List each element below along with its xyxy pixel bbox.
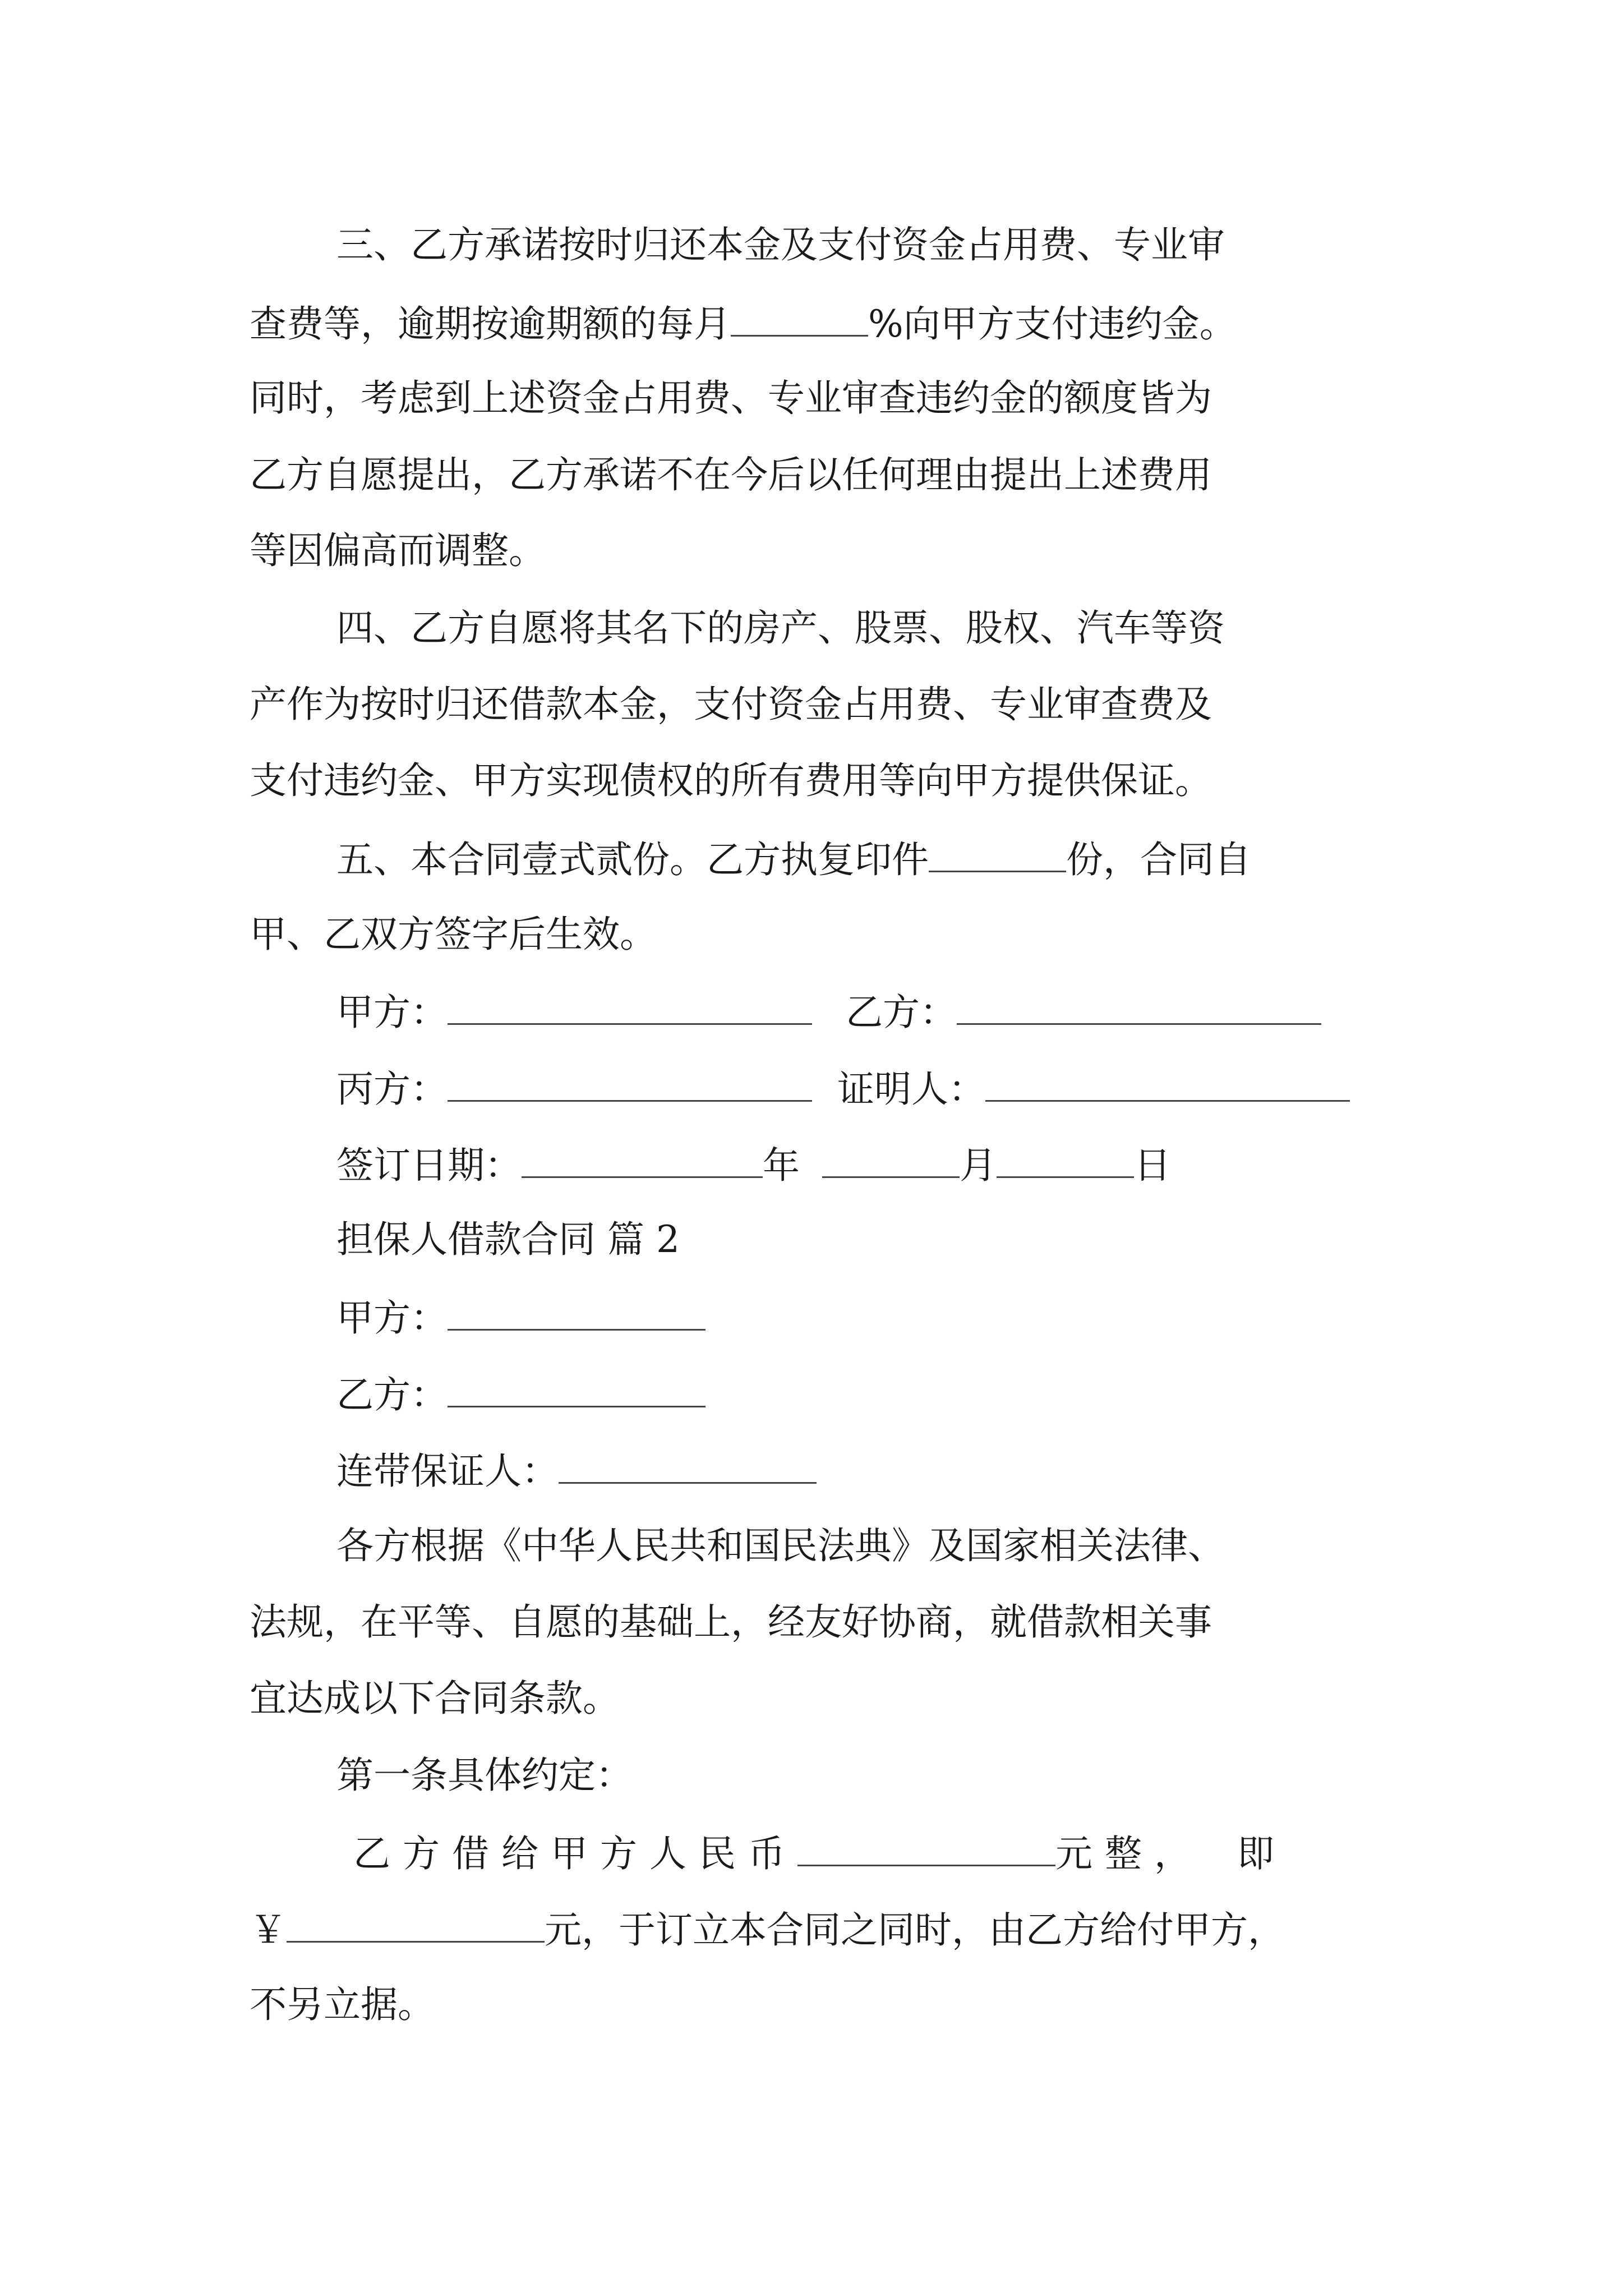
contract2-guarantor-label: 连带保证人： [336,1450,559,1493]
day-blank [997,1145,1134,1178]
yuan-symbol: ￥ [250,1908,287,1952]
section3-line2 [250,302,1237,346]
party-c-label: 丙方： [336,1068,448,1111]
party-a-label: 甲方： [336,991,448,1034]
contract2-party-b-label: 乙方： [336,1373,448,1416]
loan-line1-text-c: 即 [1237,1832,1287,1875]
month-label: 月 [960,1144,997,1187]
loan-line2-text: 元，于订立本合同之同时，由乙方给付甲方， [545,1908,1285,1952]
section3-line2-text-b: %向甲方支付违约金。 [868,302,1237,346]
section3-line4: 乙方自愿提出，乙方承诺不在今后以任何理由提出上述费用 [250,453,1212,496]
contract2-party-a-row [336,1296,706,1340]
contract2-intro-line1: 各方根据《中华人民共和国民法典》及国家相关法律、 [336,1524,1225,1567]
contract2-party-b-row [336,1374,706,1414]
loan-line1 [353,1832,1287,1875]
article1-title: 第一条具体约定： [336,1754,633,1797]
section4-line3: 支付违约金、甲方实现债权的所有费用等向甲方提供保证。 [250,759,1212,802]
section3-line5: 等因偏高而调整。 [250,529,546,572]
contract2-party-b-blank [448,1374,706,1407]
date-label: 签订日期： [336,1144,522,1187]
party-a-blank [448,992,812,1025]
section4-line1: 四、乙方自愿将其名下的房产、股票、股权、汽车等资 [336,606,1225,650]
section5-line1 [336,838,1251,881]
loan-amount-rmb-blank [797,1833,1055,1866]
section3-line2-text-a: 查费等，逾期按逾期额的每月 [250,302,731,346]
party-b-blank [957,992,1321,1025]
day-label: 日 [1134,1144,1171,1187]
witness-label: 证明人： [837,1068,985,1111]
loan-line3: 不另立据。 [250,1983,435,2026]
section5-line2: 甲、乙双方签字后生效。 [250,913,657,956]
signature-row-2 [336,1068,1350,1111]
section5-line1-text-a: 五、本合同壹式贰份。乙方执复印件 [336,838,929,881]
party-c-blank [448,1069,812,1102]
monthly-rate-blank [731,303,868,337]
signature-date-row [336,1144,1171,1187]
witness-blank [985,1069,1350,1102]
contract2-guarantor-blank [559,1451,817,1484]
year-label: 年 [763,1144,800,1187]
section3-line3: 同时，考虑到上述资金占用费、专业审查违约金的额度皆为 [250,376,1212,420]
section4-line2: 产作为按时归还借款本金，支付资金占用费、专业审查费及 [250,683,1212,726]
contract2-intro-line3: 宜达成以下合同条款。 [250,1677,620,1720]
contract2-party-a-blank [448,1297,706,1331]
copies-blank [929,839,1066,872]
signature-row-1 [336,991,1321,1034]
loan-line1-text-b: 元整， [1055,1832,1204,1875]
loan-line2 [250,1908,1285,1952]
section3-line1: 三、乙方承诺按时归还本金及支付资金占用费、专业审 [336,223,1225,266]
contract2-intro-line2: 法规，在平等、自愿的基础上，经友好协商，就借款相关事 [250,1600,1212,1644]
contract2-party-a-label: 甲方： [336,1296,448,1340]
loan-amount-figure-blank [287,1910,545,1943]
contract2-guarantor-row [336,1450,817,1493]
year-blank [522,1145,763,1178]
contract2-title: 担保人借款合同 篇 2 [336,1218,680,1261]
loan-line1-text-a: 乙方借给甲方人民币 [353,1832,797,1875]
month-blank [822,1145,960,1178]
section5-line1-text-b: 份，合同自 [1066,838,1251,881]
party-b-label: 乙方： [846,991,957,1034]
